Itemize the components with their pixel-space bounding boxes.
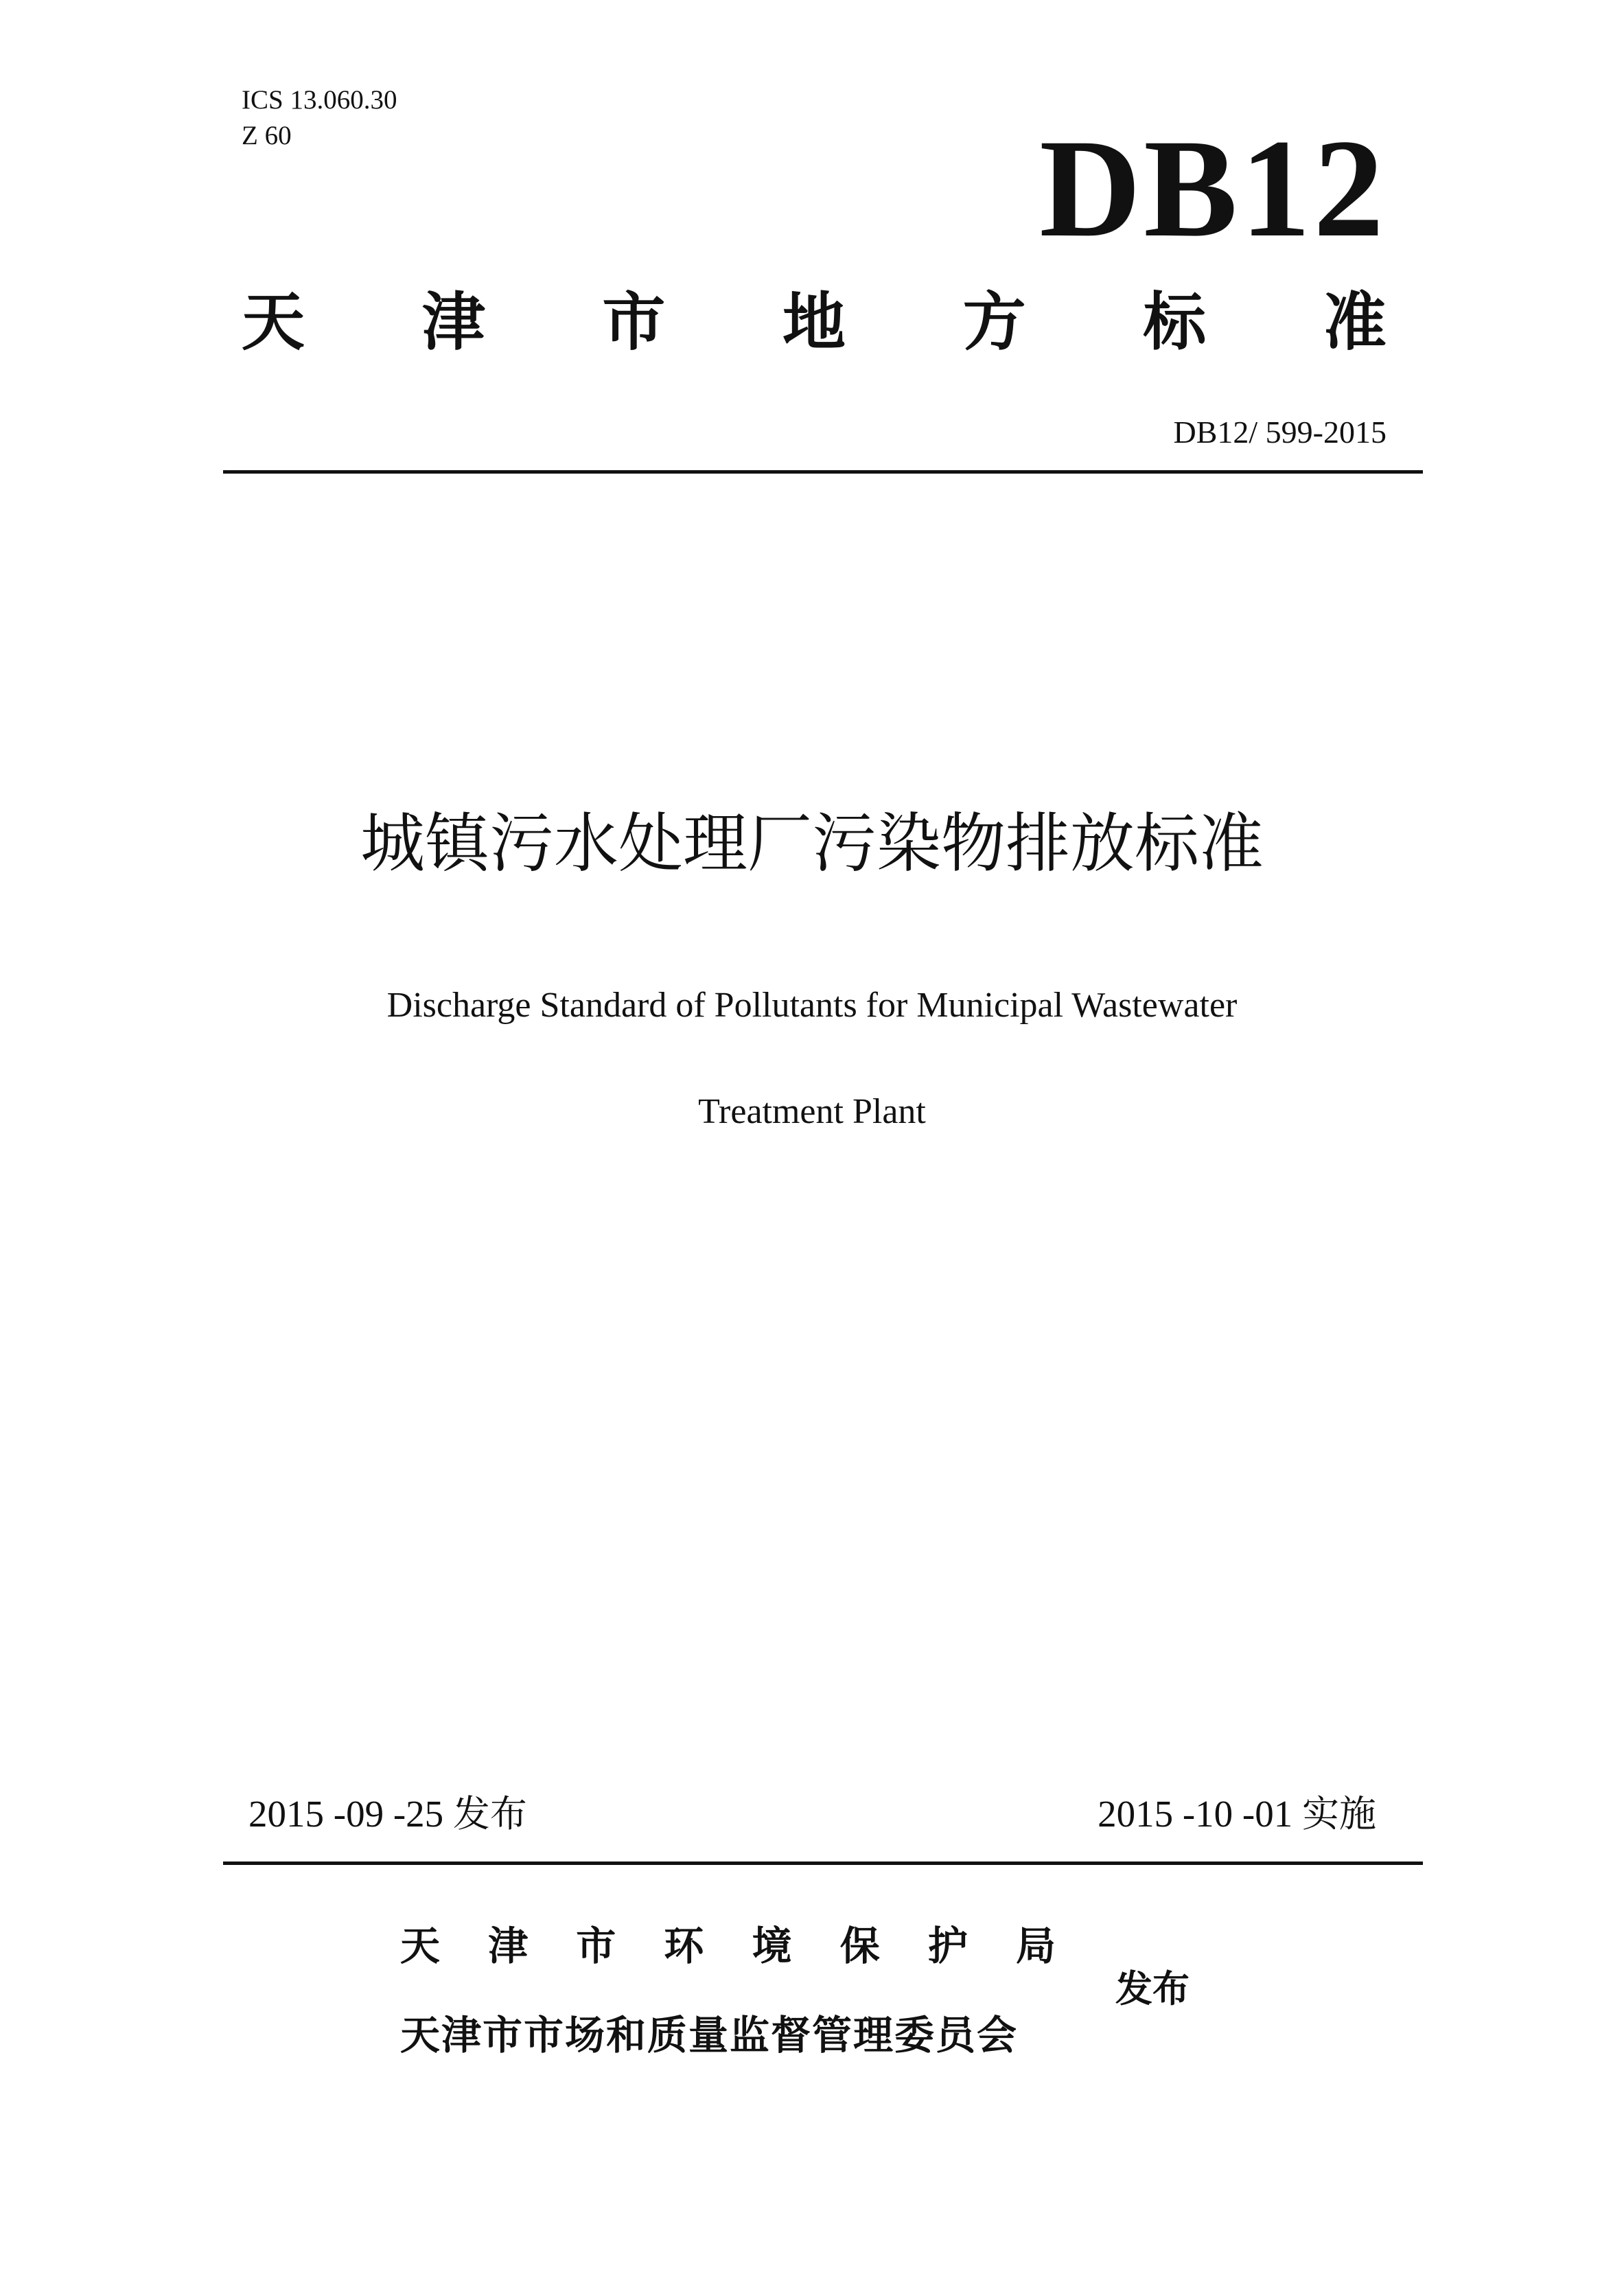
authority-char: 津: [488, 1923, 529, 1969]
issue-label: 发布: [452, 1792, 527, 1835]
implementation-label: 实施: [1302, 1792, 1376, 1835]
title-chinese: 城镇污水处理厂污染物排放标准: [360, 807, 1264, 881]
ccs-code: Z 60: [242, 121, 292, 150]
implementation-date: [1084, 1788, 1376, 1840]
authority-char: 市: [576, 1923, 616, 1969]
standard-type: [242, 281, 1387, 364]
authority-char: 天: [400, 1923, 441, 1969]
authority-char: 保: [839, 1923, 880, 1969]
authority-environment-bureau: [400, 1918, 1056, 1973]
title-english-line-1: Discharge Standard of Pollutants for Municipal Wastewater: [386, 986, 1238, 1025]
standard-type-char: 津: [421, 286, 485, 359]
issued-by-label: 发布: [1115, 1967, 1190, 2010]
top-divider: [223, 470, 1423, 474]
implementation-date-value: 2015 -10 -01: [1098, 1793, 1293, 1835]
authority-market-quality-committee: 天津市市场和质量监督管理委员会: [400, 2012, 1019, 2059]
title-english-line-2: Treatment Plant: [698, 1092, 926, 1131]
standard-type-char: 标: [1143, 286, 1207, 359]
standard-type-char: 方: [962, 286, 1026, 359]
classification-codes: [242, 82, 397, 154]
standard-type-char: 天: [242, 286, 305, 359]
issue-date-value: 2015 -09 -25: [248, 1793, 444, 1835]
standard-type-char: 准: [1323, 286, 1387, 359]
authority-char: 境: [752, 1923, 792, 1969]
authority-char: 局: [1015, 1923, 1056, 1969]
ics-code: ICS 13.060.30: [242, 85, 397, 115]
standard-code-logo: DB12: [1039, 111, 1387, 266]
issue-date: [248, 1788, 527, 1840]
standard-type-char: 市: [602, 286, 666, 359]
authority-char: 环: [664, 1923, 704, 1969]
authority-char: 护: [927, 1923, 968, 1969]
standard-type-char: 地: [782, 286, 846, 359]
standard-number: DB12/ 599-2015: [1173, 415, 1387, 450]
bottom-divider: [223, 1862, 1423, 1865]
